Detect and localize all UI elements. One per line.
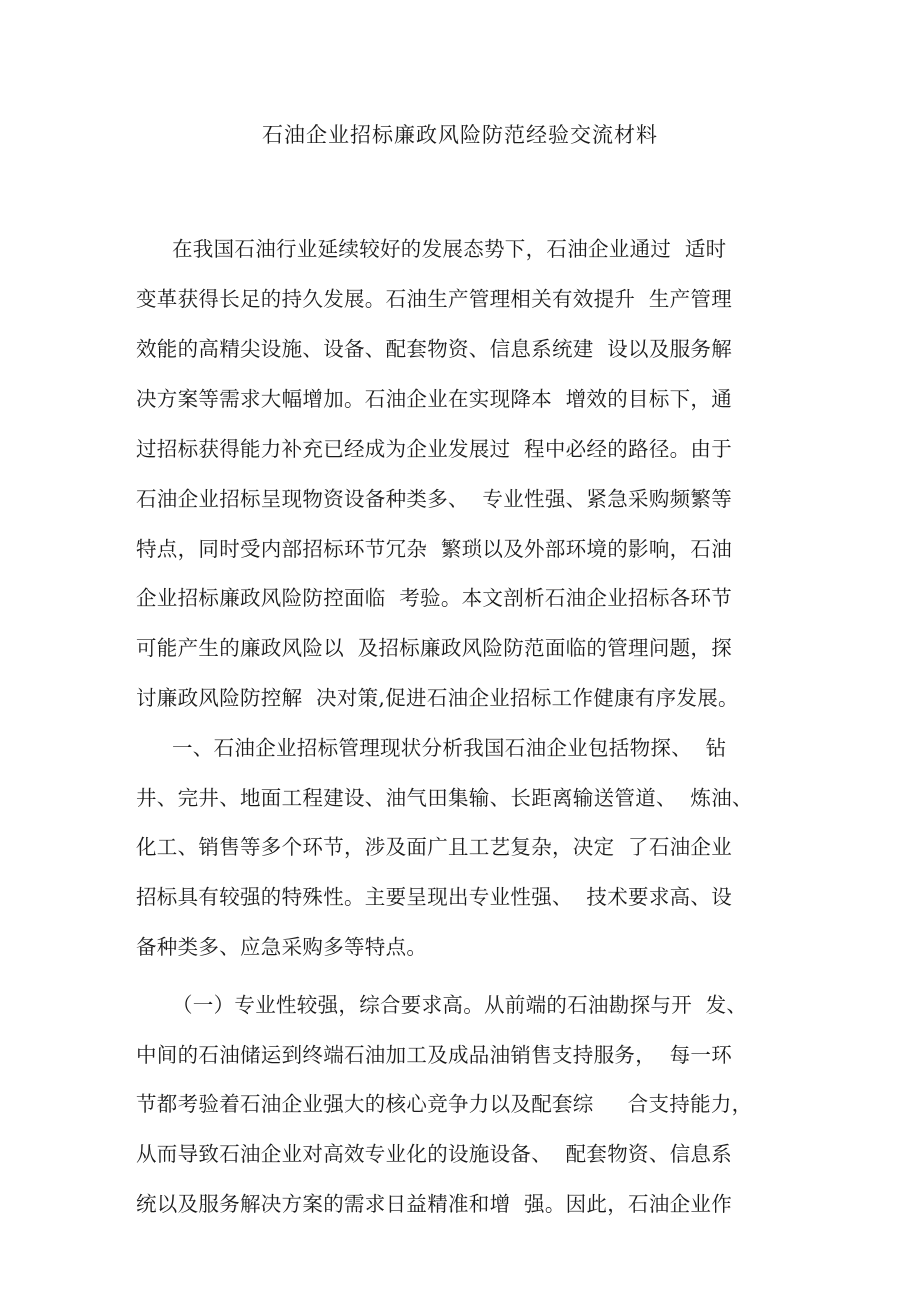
paragraph-line: 石油企业招标呈现物资设备种类多、 专业性强、紧急采购频繁等	[136, 487, 733, 511]
paragraph-line: 变革获得长足的持久发展。石油生产管理相关有效提升 生产管理	[136, 287, 733, 311]
paragraph-line: 中间的石油储运到终端石油加工及成品油销售支持服务， 每一环	[136, 1043, 733, 1067]
paragraph-line: 备种类多、应急采购多等特点。	[136, 935, 428, 959]
paragraph-line: 节都考验着石油企业强大的核心竞争力以及配套综 合支持能力，	[136, 1092, 753, 1116]
paragraph-line: 在我国石油行业延续较好的发展态势下，石油企业通过 适时	[172, 237, 727, 261]
paragraph-line: 统以及服务解决方案的需求日益精准和增 强。因此，石油企业作	[136, 1192, 733, 1216]
paragraph-line: 决方案等需求大幅增加。石油企业在实现降本 增效的目标下，通	[136, 387, 733, 411]
document-title: 石油企业招标廉政风险防范经验交流材料	[262, 123, 658, 147]
paragraph-line: 讨廉政风险防控解 决对策,促进石油企业招标工作健康有序发展。	[136, 686, 739, 710]
paragraph-line: 一、石油企业招标管理现状分析我国石油企业包括物探、 钻	[172, 736, 727, 760]
paragraph-line: 特点，同时受内部招标环节冗杂 繁琐以及外部环境的影响，石油	[136, 537, 733, 561]
paragraph-line: 可能产生的廉政风险以 及招标廉政风险防范面临的管理问题，探	[136, 636, 733, 660]
paragraph-line: 过招标获得能力补充已经成为企业发展过 程中必经的路径。由于	[136, 437, 733, 461]
paragraph-line: 从而导致石油企业对高效专业化的设施设备、 配套物资、信息系	[136, 1142, 733, 1166]
paragraph-line: 效能的高精尖设施、设备、配套物资、信息系统建 设以及服务解	[136, 337, 733, 361]
paragraph-line: （一）专业性较强，综合要求高。从前端的石油勘探与开 发、	[172, 993, 748, 1017]
paragraph-line: 化工、销售等多个环节，涉及面广且工艺复杂，决定 了石油企业	[136, 835, 733, 859]
paragraph-line: 招标具有较强的特殊性。主要呈现出专业性强、 技术要求高、设	[136, 885, 733, 909]
paragraph-line: 企业招标廉政风险防控面临 考验。本文剖析石油企业招标各环节	[136, 586, 733, 610]
paragraph-line: 井、完井、地面工程建设、油气田集输、长距离输送管道、 炼油、	[136, 786, 753, 810]
